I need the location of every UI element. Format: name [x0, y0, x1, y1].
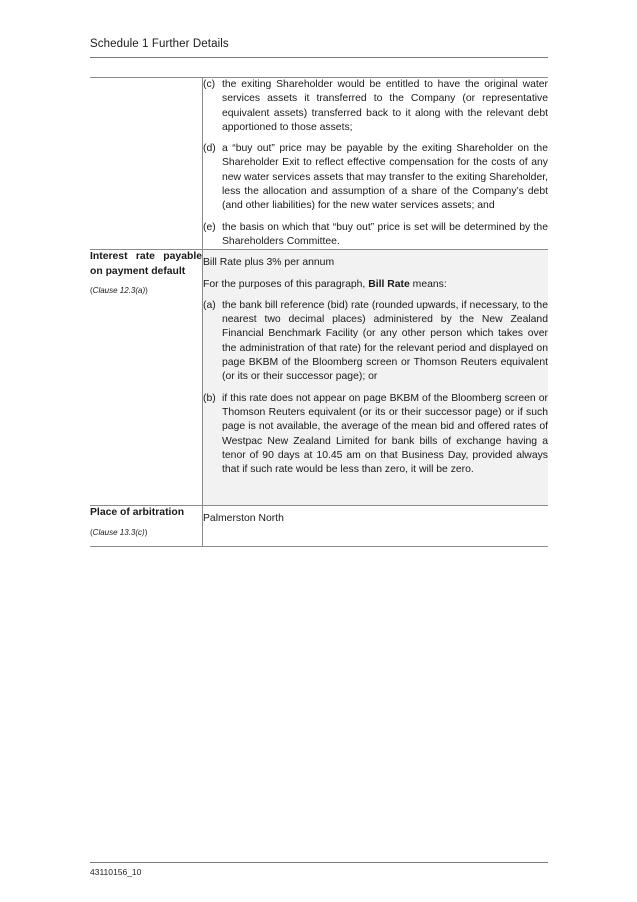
list-item	[203, 142, 548, 213]
row-label	[90, 506, 203, 547]
row-label-title: Place of arbitration	[90, 507, 185, 519]
table-row-place-of-arbitration	[90, 506, 548, 547]
row-content	[203, 78, 549, 250]
list-item	[203, 392, 548, 478]
row-content	[203, 506, 549, 547]
schedule-details-table	[90, 77, 548, 547]
list-item-marker: (b)	[203, 392, 216, 404]
list-item-text: the basis on which that “buy out” price is set will be determined by the Shareholders Committee.	[222, 221, 548, 247]
table-row-interest-rate	[90, 250, 548, 506]
definition-intro: For the purposes of this paragraph, Bill Rate means:	[203, 278, 447, 290]
page-header-title: Schedule 1 Further Details	[90, 38, 229, 50]
place-of-arbitration-value: Palmerston North	[203, 513, 284, 525]
table-row-shareholder-exit-continued	[90, 78, 548, 250]
list-item-text: the exiting Shareholder would be entitled to have the original water services assets it transferred to the Company (or representative equivalent assets) transferred back to it along with the relevant debt apportioned to those assets;	[222, 79, 548, 133]
list-item	[203, 78, 548, 135]
row-label-empty	[90, 78, 203, 250]
defined-term: Bill Rate	[368, 278, 410, 290]
list-item	[203, 299, 548, 385]
row-label	[90, 250, 203, 506]
list-item-marker: (d)	[203, 143, 216, 155]
list-item-marker: (a)	[203, 299, 216, 311]
document-id: 43110156_10	[90, 867, 142, 877]
footer-divider	[90, 862, 548, 863]
clause-reference: (Clause 12.3(a))	[90, 285, 148, 295]
list-item-marker: (e)	[203, 221, 216, 233]
list-item	[203, 221, 548, 250]
list-item-text: if this rate does not appear on page BKBM of the Bloomberg screen or Thomson Reuters equivalent (or its or their successor page) or if such page is not available, the average of the mean bid and offered rates of Westpac New Zealand Limited for bank bills of exchange having a tenor of 90 days at 10.45 am on that Business Day, provided always that if such rate would be less than zero, it will be zero.	[222, 392, 548, 476]
list-item-text: the bank bill reference (bid) rate (rounded upwards, if necessary, to the nearest two decimal places) administered by the New Zealand Financial Benchmark Facility (or any other person which takes over the administration of that rate) for the relevant period and displayed on page BKBM of the Bloomberg screen or Thomson Reuters equivalent (or its or their successor page); or	[222, 299, 548, 383]
list-item-marker: (c)	[203, 79, 216, 90]
row-label-title: Interest rate payable on payment default	[90, 251, 202, 277]
list-item-text: a “buy out” price may be payable by the exiting Shareholder on the Shareholder Exit to reflect effective compensation for the costs of any new water services assets that may transfer to the exiting Shareholder, less the allocation and assumption of a share of the Company’s debt (and other liabilities) for the new water services assets; and	[222, 143, 548, 212]
row-content	[203, 250, 549, 506]
interest-rate-value: Bill Rate plus 3% per annum	[203, 257, 335, 269]
header-divider	[90, 57, 548, 58]
clause-reference: (Clause 13.3(c))	[90, 527, 148, 537]
